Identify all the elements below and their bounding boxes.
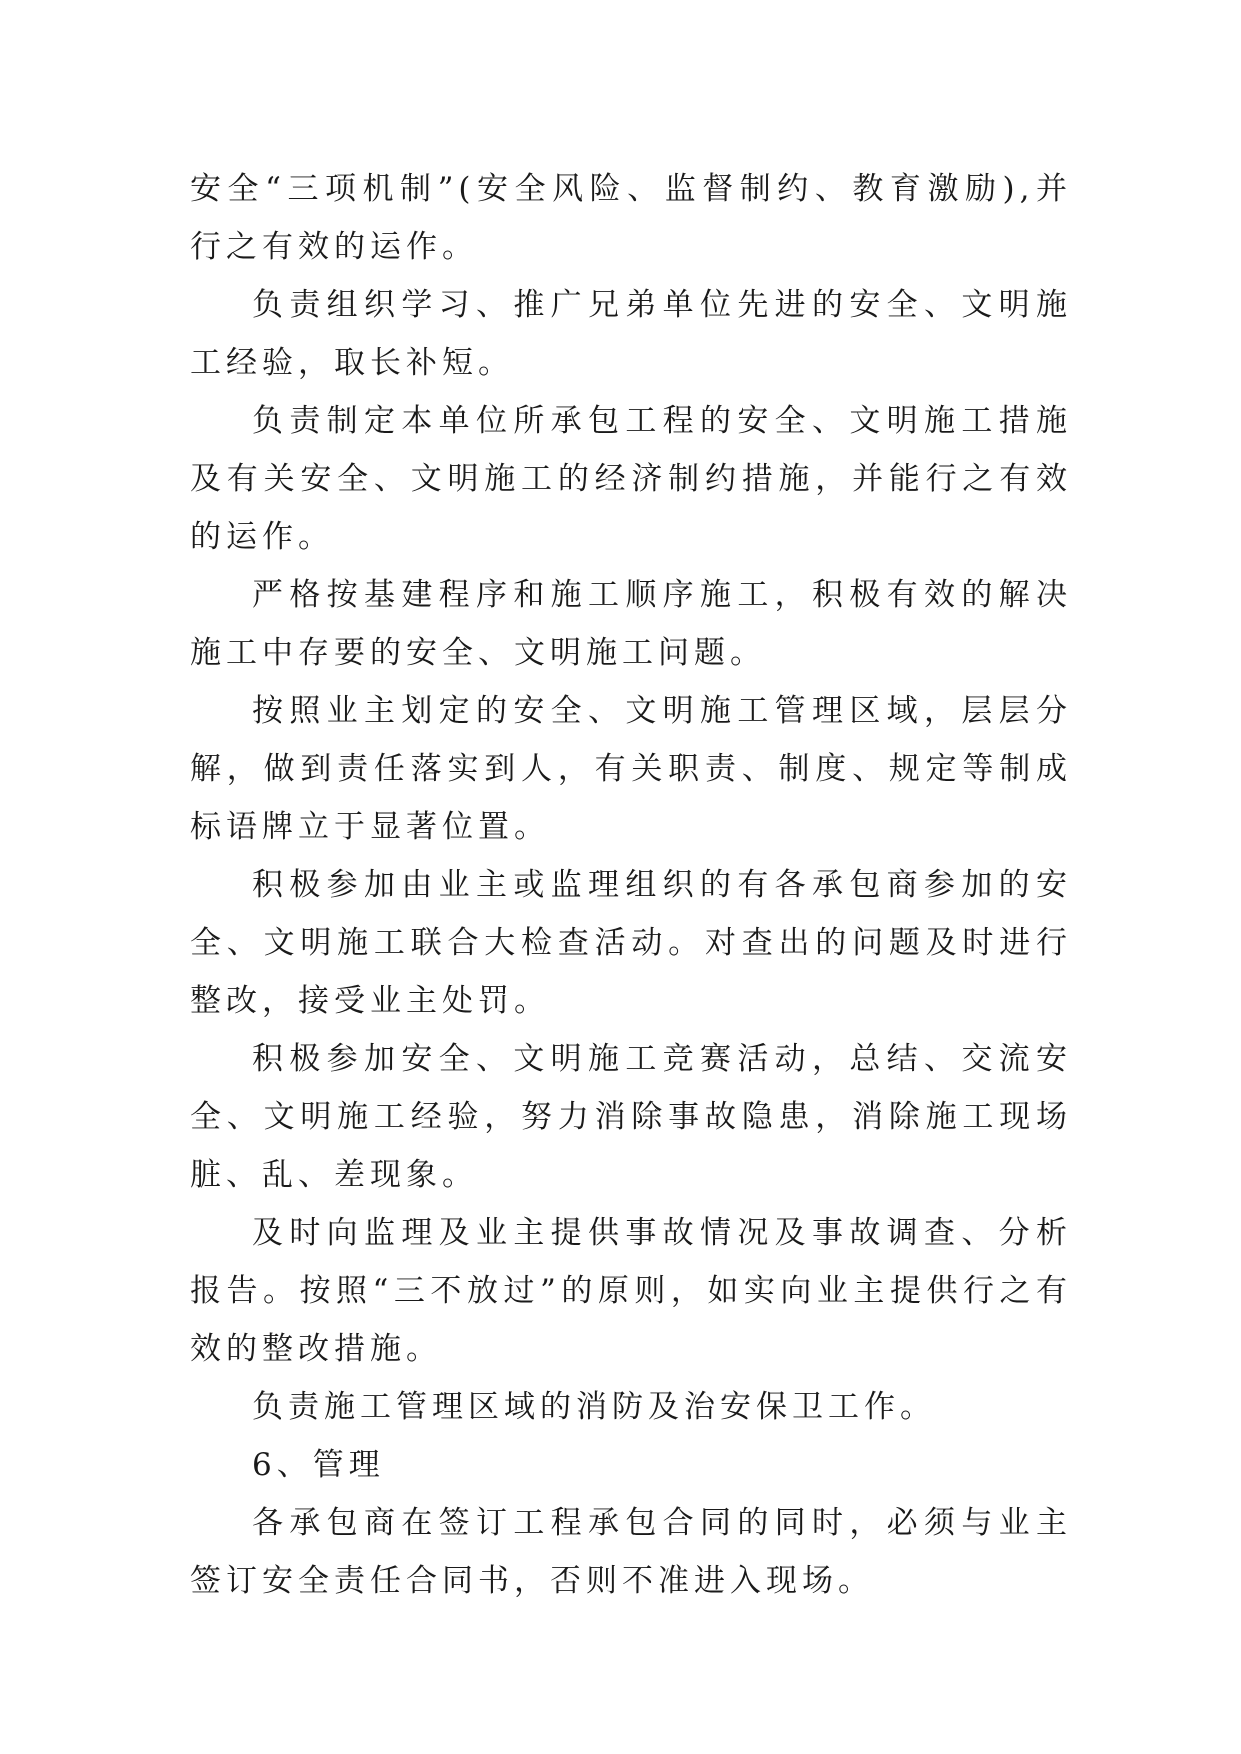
paragraph-safety-measures: 负责制定本单位所承包工程的安全、文明施工措施及有关安全、文明施工的经济制约措施，并能行之有效的运作。 [190,403,1072,555]
document-body [190,160,1072,1610]
paragraph-learning-experience: 负责组织学习、推广兄弟单位先进的安全、文明施工经验，取长补短。 [190,287,1072,381]
paragraph-joint-inspection: 积极参加由业主或监理组织的有各承包商参加的安全、文明施工联合大检查活动。对查出的问题及时进行整改，接受业主处罚。 [190,867,1072,1019]
paragraph-fire-security: 负责施工管理区域的消防及治安保卫工作。 [252,1389,936,1425]
paragraph-construction-sequence: 严格按基建程序和施工顺序施工，积极有效的解决施工中存要的安全、文明施工问题。 [190,577,1072,671]
paragraph-safety-contract: 各承包商在签订工程承包合同的同时，必须与业主签订安全责任合同书，否则不准进入现场。 [190,1505,1072,1599]
paragraph-three-mechanisms: 安全“三项机制”(安全风险、监督制约、教育激励),并行之有效的运作。 [190,171,1072,265]
paragraph-competition: 积极参加安全、文明施工竞赛活动，总结、交流安全、文明施工经验，努力消除事故隐患，消除施工现场脏、乱、差现象。 [190,1041,1072,1193]
paragraph-management-area: 按照业主划定的安全、文明施工管理区域，层层分解，做到责任落实到人，有关职责、制度、规定等制成标语牌立于显著位置。 [190,693,1072,845]
paragraph-accident-report: 及时向监理及业主提供事故情况及事故调查、分析报告。按照“三不放过”的原则，如实向业主提供行之有效的整改措施。 [190,1215,1072,1367]
section-heading-management: 6、管理 [252,1447,385,1483]
